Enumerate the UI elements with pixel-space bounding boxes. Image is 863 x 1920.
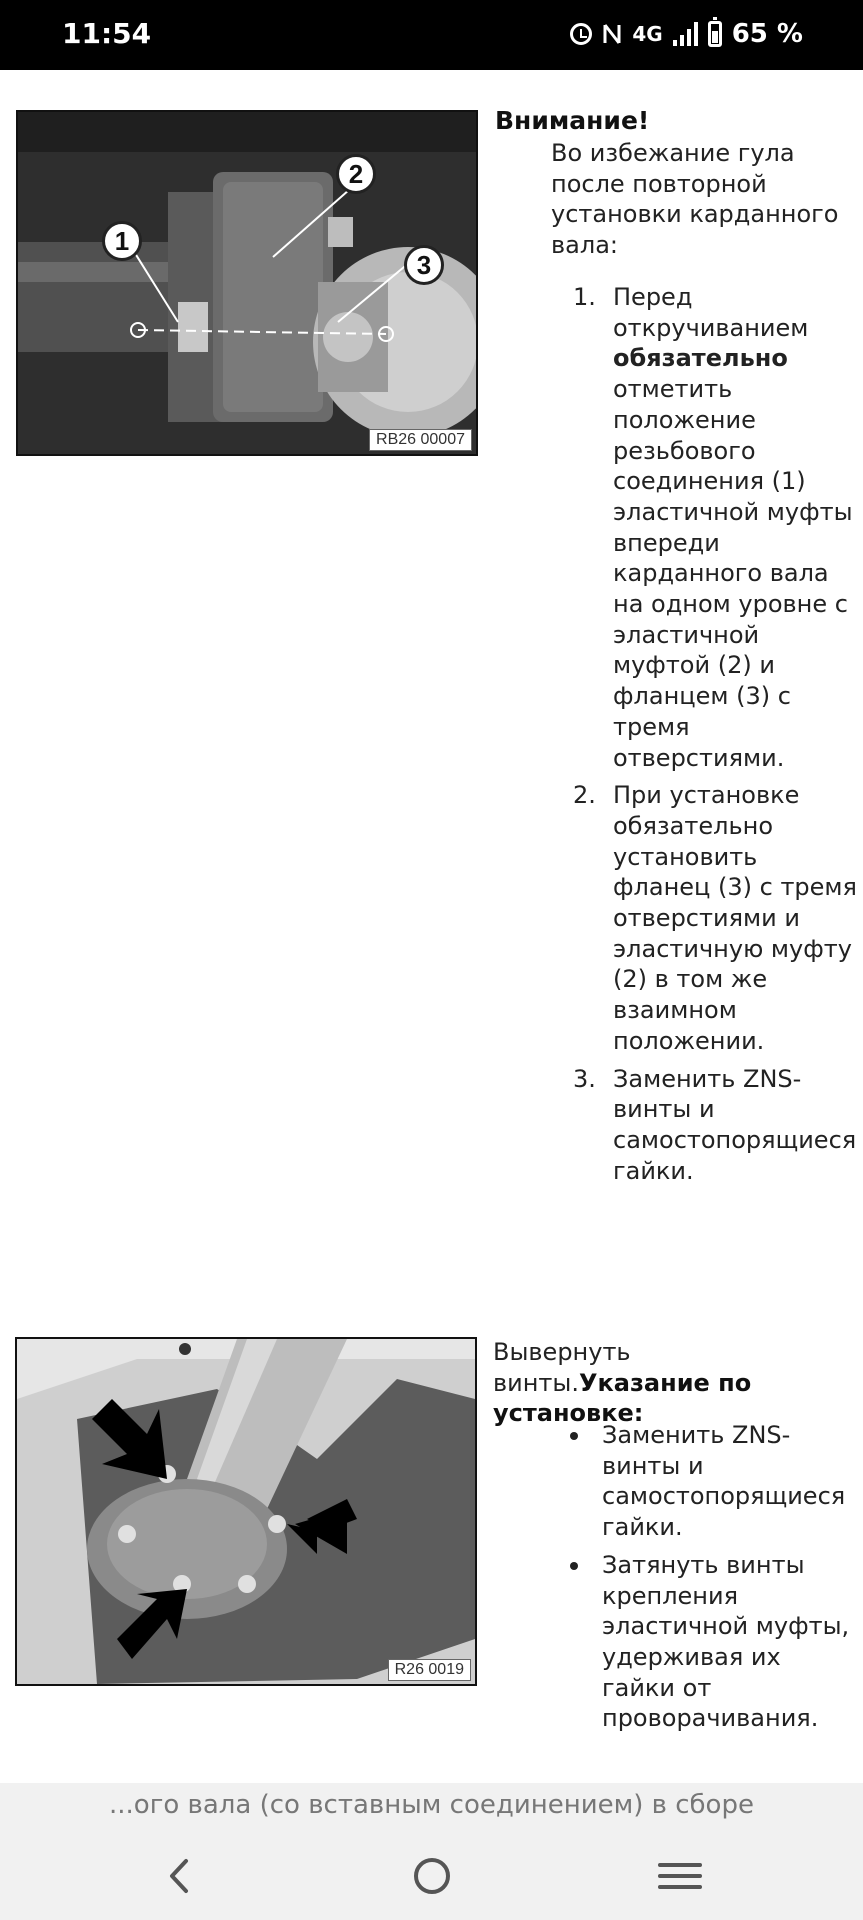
step-text-pre: Перед откручиванием [613,283,809,342]
alarm-icon [570,23,592,45]
battery-percent: 65 % [731,19,803,49]
section2-intro-plain: Вывернуть винты. [493,1338,631,1397]
nfc-icon [602,22,622,46]
warning-intro: Во избежание гула после повторной установки карданного вала: [551,139,839,260]
section2-intro-bold: Указание по установке: [493,1368,752,1428]
bullet-item: Затянуть винты крепления эластичной муфты, удерживая их гайки от проворачивания. [548,1550,858,1734]
step-text-post: отметить положение резьбового соединения (1) эластичной муфты впереди карданного вала на одном уровне с эластичной муфтой (2) и фланцем (3) с тремя отверстиями. [613,375,853,772]
callout-1: 1 [102,221,142,261]
callout-3: 3 [404,245,444,285]
coupling-illustration [18,112,476,454]
status-bar [0,0,863,70]
home-icon[interactable] [402,1851,462,1901]
step-number: 3. [573,1064,596,1093]
step-item [551,1064,861,1187]
back-icon[interactable] [150,1851,210,1901]
status-time: 11:54 [62,17,152,50]
battery-icon [708,21,722,47]
network-type: 4G [632,22,663,46]
step-text-bold: обязательно [613,344,788,373]
warning-title: Внимание! [495,106,650,135]
step-text: Заменить ZNS-винты и самостопорящиеся гайки. [613,1064,857,1185]
callout-2: 2 [336,154,376,194]
bullet-item: Заменить ZNS-винты и самостопорящиеся гайки. [548,1420,858,1543]
section2-bullets [548,1420,858,1741]
section2-intro [493,1337,853,1429]
step-text: При установке обязательно установить фланец (3) с тремя отверстиями и эластичную муфту (2) в том же взаимном положении. [613,781,857,1055]
figure-code: RB26 00007 [369,429,472,451]
navigation-bar [0,1829,863,1920]
figure-flex-coupling-marking [16,110,478,456]
step-number: 1. [573,283,596,311]
step-number: 2. [573,781,596,810]
status-icons [570,14,803,54]
recents-icon[interactable] [650,1851,710,1901]
figure-code: R26 0019 [388,1659,471,1681]
step-item [551,780,861,1056]
figure-coupling-bolts [15,1337,477,1686]
step-item [551,282,861,773]
next-page-suggestion[interactable]: ...ого вала (со вставным соединением) в сборе [0,1783,863,1829]
coupling-bolts-illustration [17,1339,475,1684]
signal-icon [673,22,698,46]
warning-steps [551,282,861,1193]
